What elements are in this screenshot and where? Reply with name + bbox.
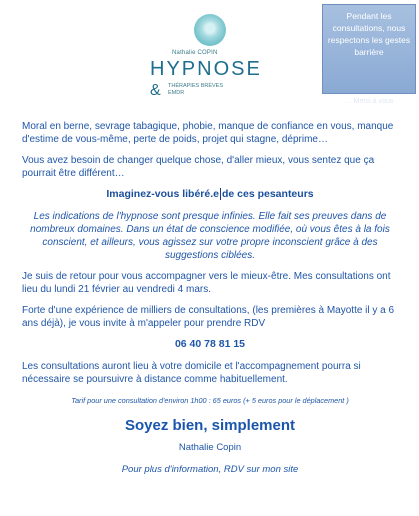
- signature: Nathalie Copin: [178, 442, 242, 453]
- text-cursor: [220, 188, 221, 200]
- phone-number: 06 40 78 81 15: [174, 338, 246, 350]
- headline-part-1: Imaginez-vous libéré.e: [106, 188, 219, 200]
- notice-footer: … Merci à vous: [344, 98, 394, 105]
- paragraph-hypnosis: Les indications de l'hypnose sont presque infinies. Elle fait ses preuves dans de nombreux domaines. Dans un état de conscience modifiée, où vous êtes à la fois conscient, et ailleurs, vous agissez sur votre propre inconscient grâce à des suggestions ciblées.: [30, 211, 390, 261]
- logo-subtitle-line2: EMDR: [168, 90, 185, 96]
- paragraph-return: Je suis de retour pour vous accompagner vers le mieux-être. Mes consultations ont lieu du lundi 21 février au vendredi 4 mars.: [22, 271, 391, 295]
- logo-ampersand: &: [150, 82, 161, 99]
- more-info: Pour plus d'information, RDV sur mon site: [121, 464, 299, 475]
- paragraph-issues: Moral en berne, sevrage tabagique, phobie, manque de confiance en vous, manque d'estime de vous-même, perte de poids, projet qui stagne, déprime…: [22, 121, 394, 145]
- flyer-content: [22, 120, 398, 484]
- paragraph-experience: Forte d'une expérience de milliers de consultations, (les premières à Mayotte il y a 6 ans déjà), je vous invite à m'appeler pour prendre RDV: [22, 305, 395, 329]
- headline-part-2: de ces pesanteurs: [221, 188, 314, 200]
- logo-name: Nathalie COPIN: [172, 50, 218, 56]
- notice-box: [322, 4, 416, 94]
- logo-title: HYPNOSE: [150, 58, 262, 80]
- logo-subtitle: [168, 83, 223, 97]
- logo-emblem-icon: [194, 14, 226, 46]
- logo-subtitle-line1: THÉRAPIES BRÈVES: [168, 83, 224, 89]
- paragraph-change: Vous avez besoin de changer quelque chose, d'aller mieux, vous sentez que ça pourrait être différent…: [22, 155, 375, 179]
- headline: [22, 188, 398, 201]
- hypnose-logo: [150, 10, 262, 114]
- paragraph-location: Les consultations auront lieu à votre domicile et l'accompagnement pourra si nécessaire se poursuivre à distance comme habituellement.: [22, 361, 361, 385]
- notice-text: Pendant les consultations, nous respectons les gestes barrière: [327, 11, 411, 57]
- slogan: Soyez bien, simplement: [124, 417, 296, 434]
- price-info: Tarif pour une consultation d'environ 1h00 : 65 euros (+ 5 euros pour le déplacement ): [71, 396, 349, 405]
